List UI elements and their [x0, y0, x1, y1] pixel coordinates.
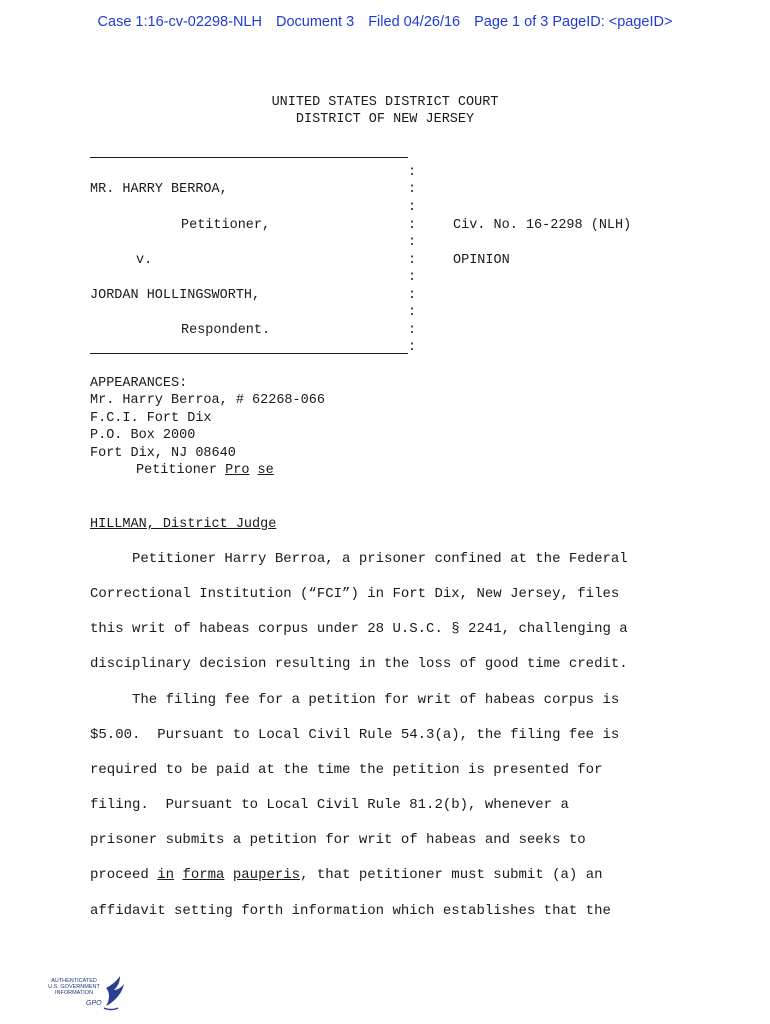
case-number: Case 1:16-cv-02298-NLH [97, 14, 262, 30]
page-info: Page 1 of 3 PageID: <pageID> [474, 14, 673, 30]
body-line-ifp: proceed in forma pauperis, that petitioner must submit (a) an [90, 867, 603, 883]
document-type: OPINION [453, 253, 510, 268]
appearance-line: Mr. Harry Berroa, # 62268-066 [90, 393, 325, 408]
versus: v. [136, 253, 153, 268]
appearance-line: P.O. Box 2000 [90, 428, 196, 443]
body-line: Petitioner Harry Berroa, a prisoner confined at the Federal [90, 551, 628, 567]
appearance-line: F.C.I. Fort Dix [90, 411, 212, 426]
document-number: Document 3 [275, 14, 355, 30]
petitioner-pro-se: Petitioner Pro se [136, 463, 274, 478]
civil-number: Civ. No. 16-2298 (NLH) [453, 218, 632, 233]
appearance-line: Fort Dix, NJ 08640 [90, 446, 236, 461]
body-line: Correctional Institution (“FCI”) in Fort Dix, New Jersey, files [90, 586, 620, 602]
gpo-mark: GPO [86, 1000, 102, 1007]
petitioner-name: MR. HARRY BERROA, [90, 182, 228, 197]
petitioner-role: Petitioner, [181, 218, 271, 233]
body-line: required to be paid at the time the petition is presented for [90, 762, 603, 778]
ecf-header [0, 14, 770, 30]
court-title [0, 94, 770, 128]
judge-name: HILLMAN, District Judge [90, 517, 277, 532]
pro-text: Pro [225, 463, 250, 478]
body-line: affidavit setting forth information which establishes that the [90, 903, 611, 919]
caption-top-rule [90, 157, 408, 158]
seal-text: AUTHENTICATED U.S. GOVERNMENT INFORMATION [48, 978, 100, 996]
body-line: The filing fee for a petition for writ of habeas corpus is [90, 692, 620, 708]
court-name: UNITED STATES DISTRICT COURT [271, 95, 499, 110]
eagle-icon [44, 972, 128, 1016]
court-district: DISTRICT OF NEW JERSEY [295, 112, 475, 127]
body-line: prisoner submits a petition for writ of habeas and seeks to [90, 832, 586, 848]
body-line: this writ of habeas corpus under 28 U.S.C. § 2241, challenging a [90, 621, 628, 637]
body-line: filing. Pursuant to Local Civil Rule 81.2(b), whenever a [90, 797, 569, 813]
gpo-authentication-seal [44, 972, 128, 1016]
body-line: $5.00. Pursuant to Local Civil Rule 54.3(a), the filing fee is [90, 727, 620, 743]
body-line: disciplinary decision resulting in the loss of good time credit. [90, 656, 628, 672]
filed-date: Filed 04/26/16 [368, 14, 461, 30]
respondent-name: JORDAN HOLLINGSWORTH, [90, 288, 261, 303]
respondent-role: Respondent. [181, 323, 271, 338]
caption-bottom-rule [90, 353, 408, 354]
se-text: se [257, 463, 274, 478]
appearances-heading: APPEARANCES: [90, 376, 188, 391]
